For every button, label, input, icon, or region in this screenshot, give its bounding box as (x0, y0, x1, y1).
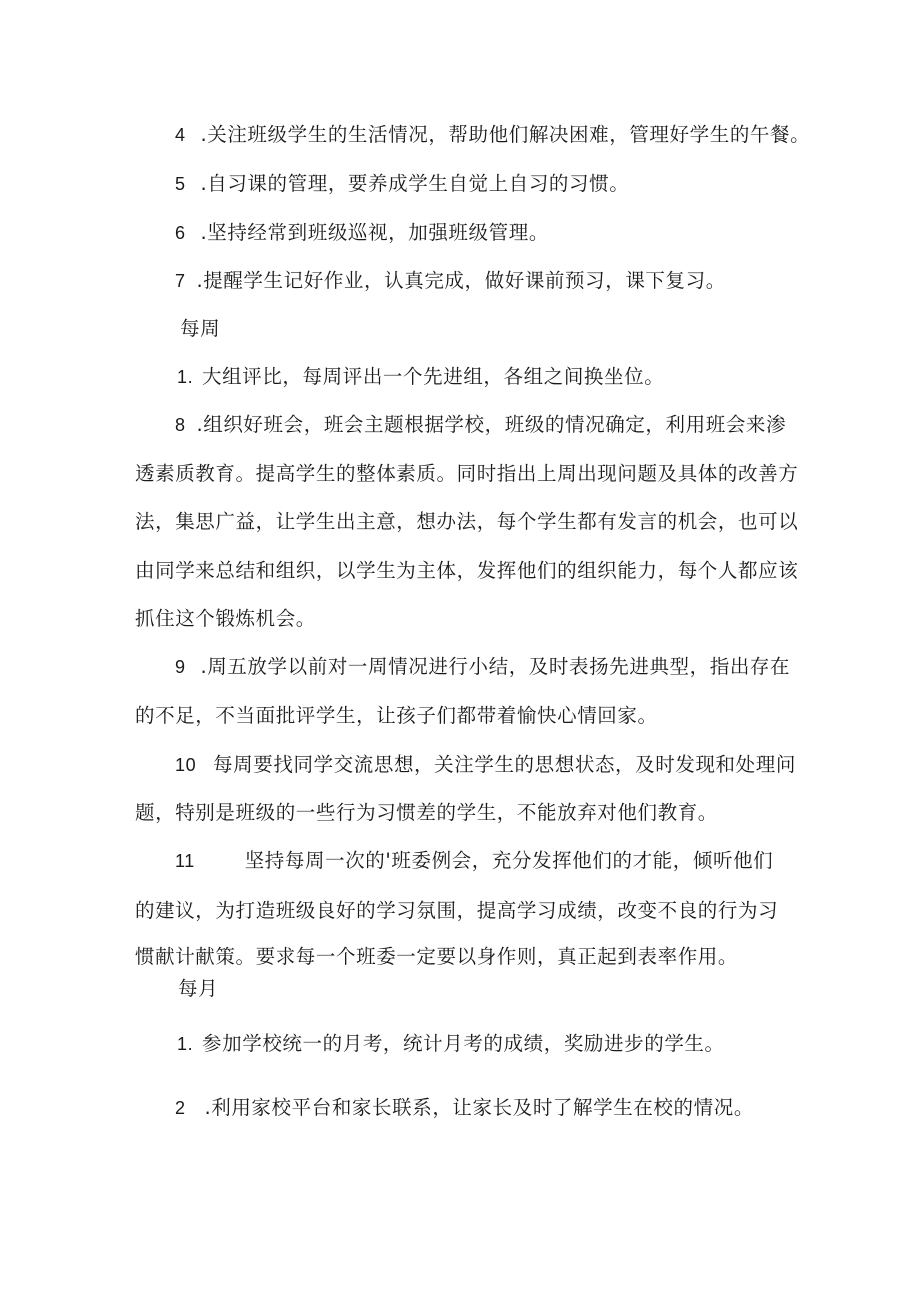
item-text: .自习课的管理，要养成学生自觉上自习的习惯。 (200, 172, 630, 195)
item-text: .周五放学以前对一周情况进行小结，及时表扬先进典型，指出存在 (200, 655, 791, 678)
item-number: 9 (175, 657, 186, 677)
item-text: .坚持经常到班级巡视，加强班级管理。 (200, 221, 549, 244)
item-text: 每周要找同学交流思想，关注学生的思想状态，及时发现和处理问 (213, 753, 796, 776)
item-number: 7 (175, 271, 186, 291)
item-number: 6 (175, 223, 186, 243)
item-number: 1. (177, 367, 194, 387)
item-9-line (175, 654, 790, 680)
paragraph-text: 的不足，不当面批评学生，让孩子们都带着愉快心情回家。 (135, 704, 658, 727)
weekly-item-1-line (177, 364, 664, 390)
item-number: 8 (175, 415, 186, 435)
item-8-line (175, 412, 786, 438)
paragraph-text: 法，集思广益，让学生出主意，想办法，每个学生都有发言的机会，也可以 (135, 510, 799, 533)
paragraph-line (135, 703, 658, 729)
item-number: 4 (175, 125, 186, 145)
item-number: 10 (175, 755, 197, 775)
paragraph-line (135, 461, 798, 487)
item-6-line (175, 220, 549, 246)
paragraph-line (135, 800, 718, 826)
paragraph-line (135, 558, 798, 584)
item-number: 1. (177, 1034, 194, 1054)
item-text: 大组评比，每周评出一个先进组，各组之间换坐位。 (202, 365, 665, 388)
paragraph-line (135, 606, 316, 632)
item-4-line (175, 122, 810, 148)
paragraph-text: 惯献计献策。要求每一个班委一定要以身作则，真正起到表率作用。 (135, 945, 739, 968)
item-text: 参加学校统一的月考，统计月考的成绩，奖励进步的学生。 (202, 1032, 725, 1055)
paragraph-text: 透素质教育。提高学生的整体素质。同时指出上周出现问题及具体的改善方 (135, 462, 799, 485)
paragraph-line (135, 898, 778, 924)
item-7-line (175, 268, 726, 294)
item-text: .关注班级学生的生活情况，帮助他们解决困难，管理好学生的午餐。 (200, 123, 811, 146)
item-number: 5 (175, 174, 186, 194)
item-number: 2 (175, 1098, 186, 1118)
paragraph-text: 抓住这个锻炼机会。 (135, 607, 316, 630)
paragraph-text: 由同学来总结和组织，以学生为主体，发挥他们的组织能力，每个人都应该 (135, 559, 799, 582)
section-heading-text: 每周 (180, 317, 221, 340)
item-10-line (175, 752, 796, 778)
paragraph-text: 题，特别是班级的一些行为习惯差的学生，不能放弃对他们教育。 (135, 801, 718, 824)
paragraph-line (135, 944, 738, 970)
item-text: 坚持每周一次的'班委例会，充分发挥他们的才能，倾听他们 (244, 849, 774, 872)
monthly-item-1-line (177, 1031, 725, 1057)
section-heading-weekly (180, 316, 220, 342)
item-text: .利用家校平台和家长联系，让家长及时了解学生在校的情况。 (204, 1096, 754, 1119)
item-number: 11 (175, 851, 195, 871)
item-text: .组织好班会，班会主题根据学校，班级的情况确定，利用班会来渗 (196, 413, 787, 436)
monthly-item-2-line (175, 1095, 754, 1121)
item-5-line (175, 171, 629, 197)
section-heading-monthly (178, 976, 218, 1002)
paragraph-line (135, 509, 798, 535)
paragraph-text: 的建议，为打造班级良好的学习氛围，提高学习成绩，改变不良的行为习 (135, 899, 779, 922)
section-heading-text: 每月 (178, 977, 219, 1000)
item-11-line (175, 848, 773, 874)
item-text: .提醒学生记好作业，认真完成，做好课前预习，课下复习。 (196, 269, 726, 292)
